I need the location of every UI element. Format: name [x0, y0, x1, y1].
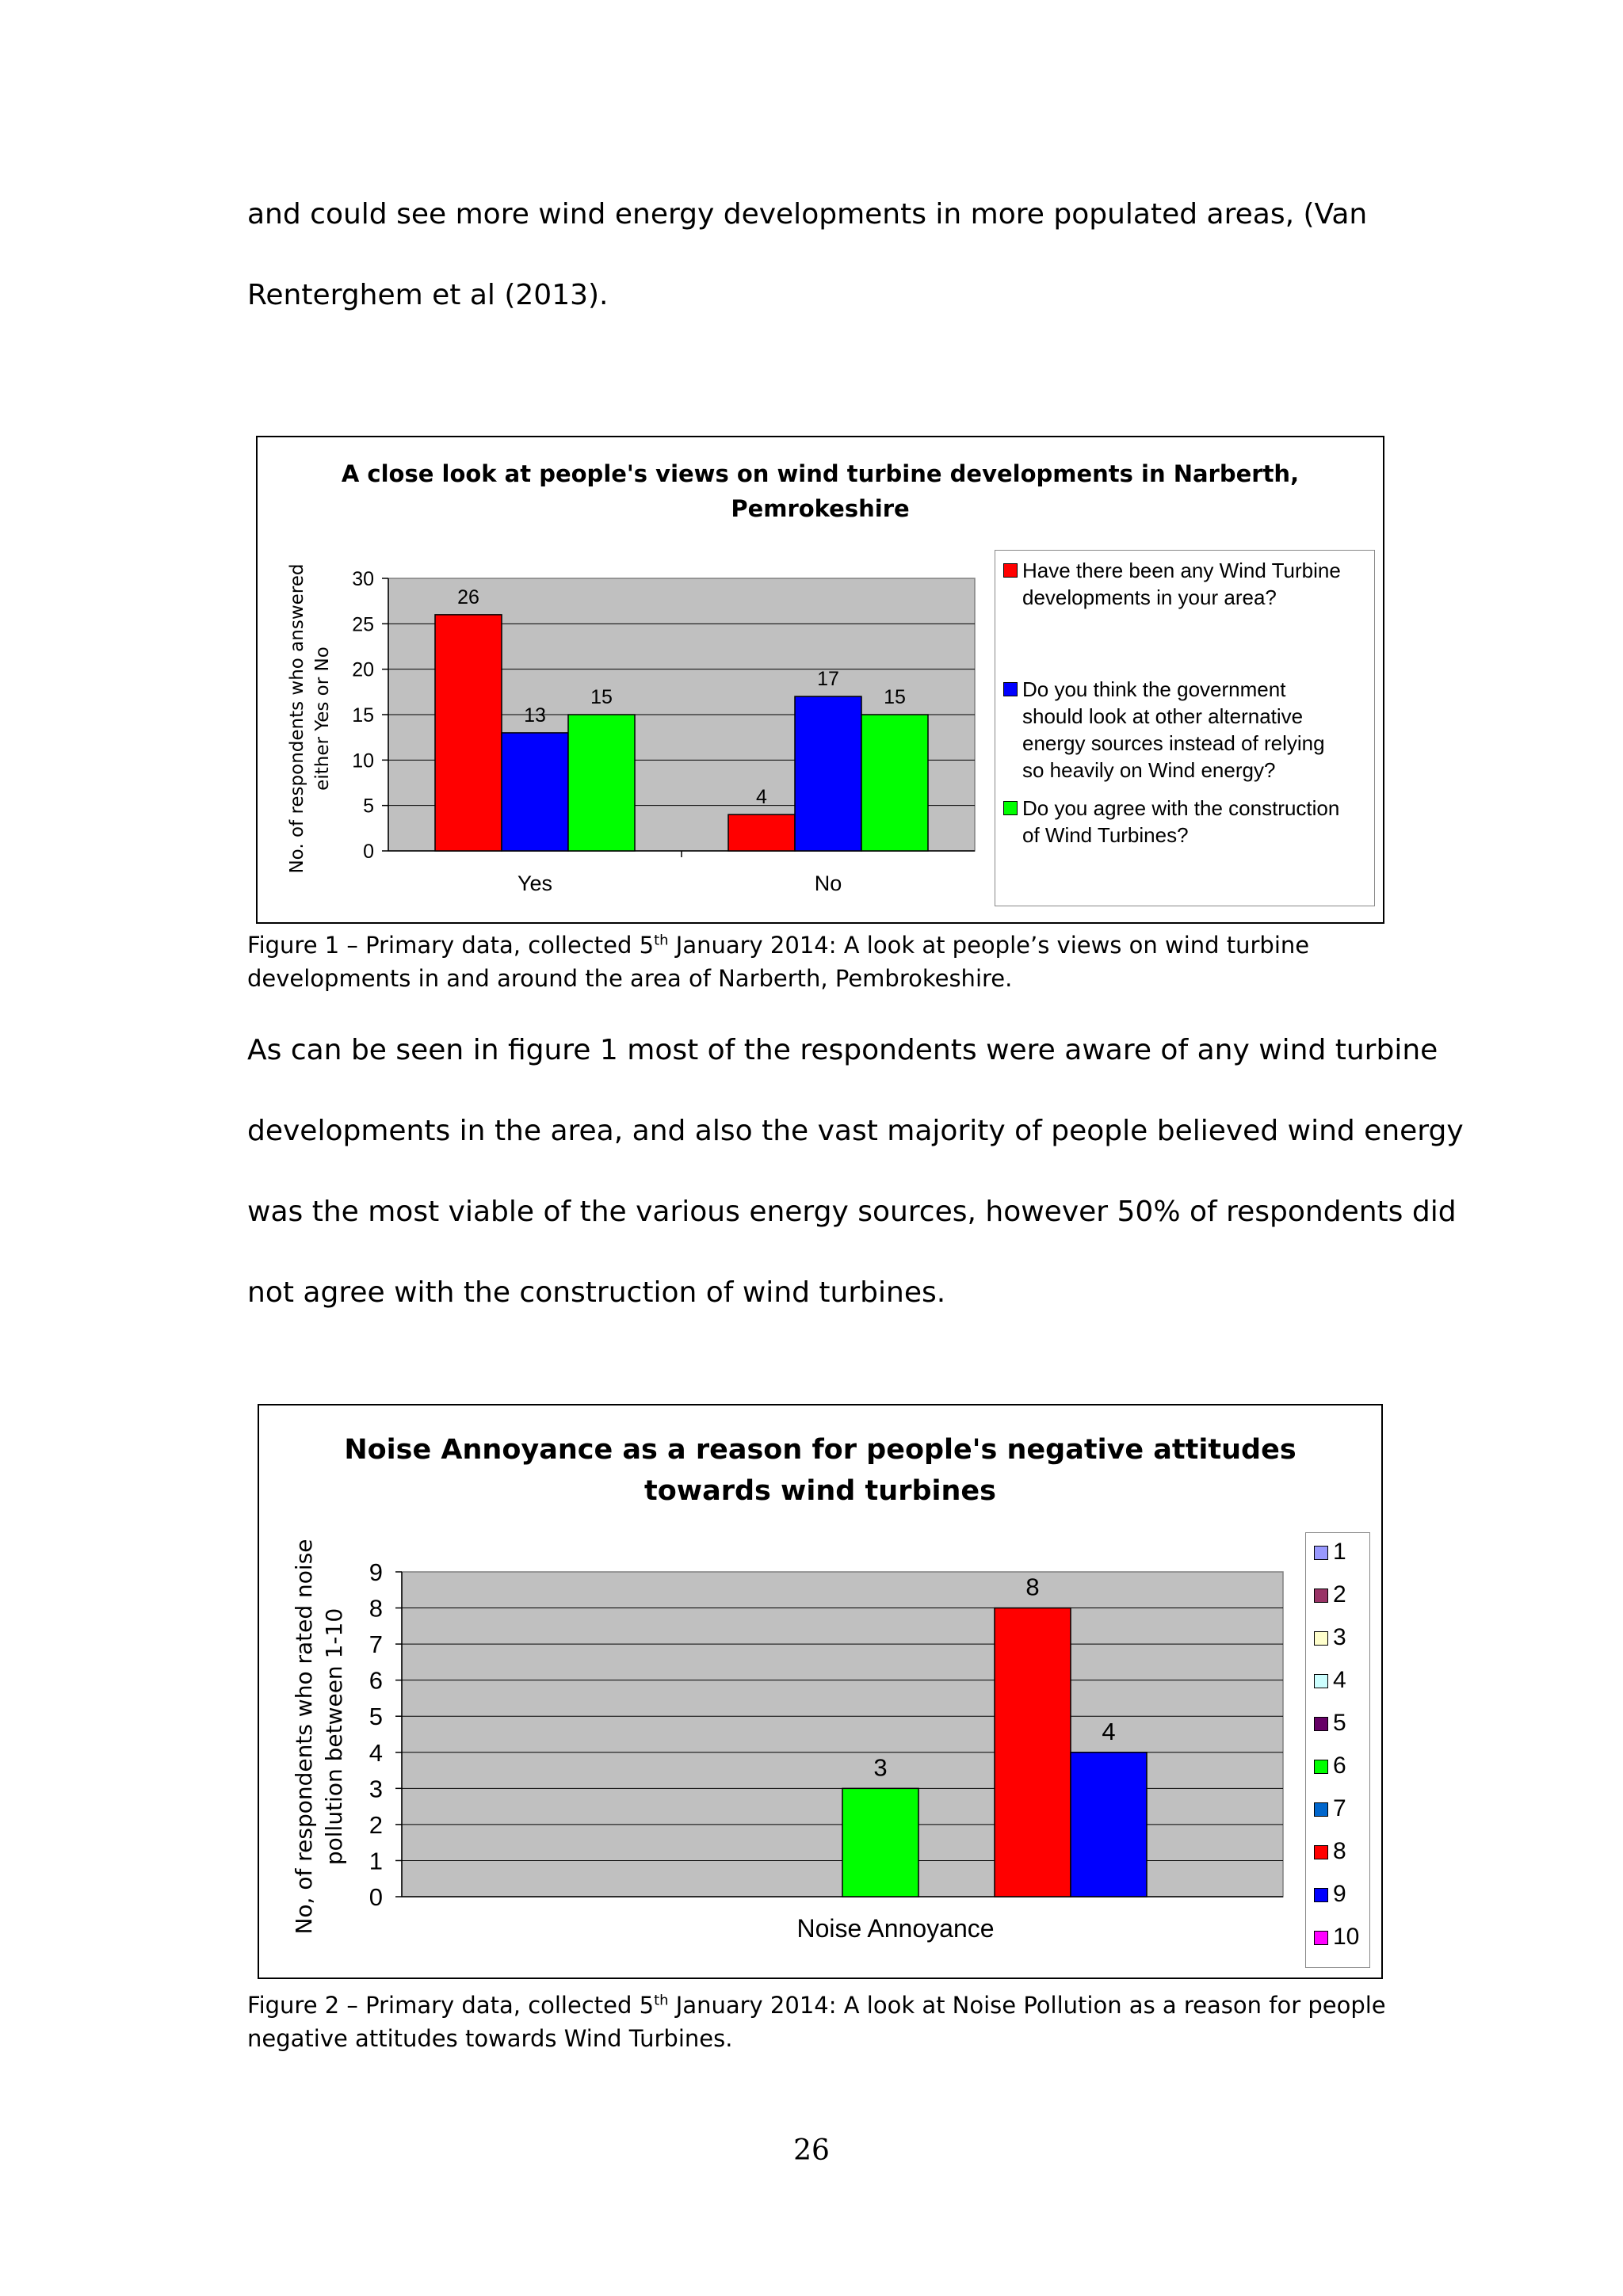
- figure-1-data-label: 15: [884, 686, 906, 708]
- figure-1-x-tick-label: No: [814, 871, 842, 895]
- paragraph-2-line-2: developments in the area, and also the vast majority of people believed wind energy: [247, 1115, 1464, 1147]
- figure-2-y-tick-label: 8: [369, 1594, 383, 1623]
- figure-1-bar: [795, 696, 861, 851]
- figure-2-bar: [995, 1608, 1071, 1897]
- figure-2-x-axis-label: Noise Annoyance: [796, 1914, 995, 1943]
- figure-2-legend-swatch: [1314, 1546, 1328, 1560]
- figure-1-title-line-2: Pemrokeshire: [731, 495, 910, 522]
- figure-1-bar: [568, 715, 635, 851]
- figure-2-caption-rest: January 2014: A look at Noise Pollution as a reason for people: [668, 1992, 1386, 2019]
- figure-2-legend-label: 6: [1333, 1753, 1346, 1779]
- paragraph-2-line-4: not agree with the construction of wind turbines.: [247, 1276, 946, 1309]
- figure-2-y-axis-label-line-1: No, of respondents who rated noise: [291, 1539, 317, 1935]
- figure-1-caption-line-2: developments in and around the area of Narberth, Pembrokeshire.: [247, 965, 1013, 992]
- figure-2-caption-sup: th: [654, 1992, 669, 2009]
- figure-2-data-label: 8: [1025, 1573, 1040, 1601]
- paragraph-1-line-1: and could see more wind energy developments in more populated areas, (Van: [247, 198, 1368, 231]
- figure-1-y-axis-label-line-2: either Yes or No: [312, 646, 333, 791]
- figure-1-chart: [256, 436, 1384, 924]
- figure-2-legend-swatch: [1314, 1931, 1328, 1945]
- figure-2-y-axis-label-line-2: pollution between 1-10: [321, 1608, 347, 1866]
- figure-1-legend-line: Have there been any Wind Turbine: [1022, 559, 1341, 582]
- figure-2-legend-label: 4: [1333, 1667, 1346, 1693]
- figure-1-caption-sup: th: [654, 932, 669, 949]
- figure-1-bar: [728, 814, 795, 851]
- figure-2-y-tick-label: 4: [369, 1738, 383, 1767]
- figure-2-caption-line-2: negative attitudes towards Wind Turbines.: [247, 2025, 733, 2052]
- figure-2-legend-swatch: [1314, 1589, 1328, 1603]
- figure-2-y-tick-label: 5: [369, 1703, 383, 1731]
- figure-1-legend-line: of Wind Turbines?: [1022, 823, 1189, 847]
- figure-2-y-tick-label: 6: [369, 1666, 383, 1695]
- figure-1-x-tick-label: Yes: [517, 871, 553, 895]
- figure-2-y-tick-label: 2: [369, 1810, 383, 1839]
- figure-1-caption-line-1: [247, 929, 1404, 962]
- figure-1-bar: [502, 733, 568, 851]
- figure-2-legend-swatch: [1314, 1888, 1328, 1902]
- figure-1-data-label: 17: [817, 668, 839, 691]
- figure-2-legend-label: 7: [1333, 1795, 1346, 1821]
- figure-1-legend-swatch-3: [1003, 801, 1018, 815]
- paragraph-2-line-3: was the most viable of the various energy sources, however 50% of respondents did: [247, 1196, 1457, 1228]
- figure-1-bar: [435, 615, 502, 851]
- figure-1-legend-line: Do you think the government: [1022, 677, 1286, 701]
- figure-1-title-line-1: A close look at people's views on wind turbine developments in Narberth,: [341, 460, 1300, 487]
- figure-2-y-tick-label: 7: [369, 1630, 383, 1659]
- figure-1-y-tick-label: 15: [352, 704, 374, 727]
- figure-2-legend-label: 9: [1333, 1881, 1346, 1907]
- figure-1-y-tick-label: 0: [363, 841, 374, 863]
- page-number: 26: [793, 2134, 830, 2167]
- figure-2-title-line-2: towards wind turbines: [644, 1475, 996, 1507]
- figure-2-caption-line-1: [247, 1989, 1404, 2022]
- paragraph-1-line-2: Renterghem et al (2013).: [247, 279, 609, 311]
- paragraph-2-line-1: As can be seen in figure 1 most of the respondents were aware of any wind turbine: [247, 1034, 1438, 1066]
- figure-2-y-tick-label: 1: [369, 1847, 383, 1875]
- figure-2-legend-swatch: [1314, 1674, 1328, 1688]
- figure-2-legend-label: 1: [1333, 1539, 1346, 1565]
- figure-1-caption-rest: January 2014: A look at people’s views on wind turbine: [668, 932, 1310, 959]
- figure-1-caption: [247, 929, 1404, 995]
- figure-2-y-tick-label: 3: [369, 1775, 383, 1803]
- figure-2-legend-swatch: [1314, 1802, 1328, 1817]
- figure-1-y-tick-label: 30: [352, 568, 374, 590]
- figure-1-y-axis-label-line-1: No. of respondents who answered: [287, 563, 307, 874]
- figure-2-legend-label: 5: [1333, 1710, 1346, 1736]
- figure-2-plot: [259, 1405, 1381, 1978]
- figure-1-y-tick-label: 10: [352, 749, 374, 772]
- figure-2-legend-swatch: [1314, 1631, 1328, 1646]
- figure-1-y-tick-label: 20: [352, 658, 374, 681]
- figure-2-y-tick-label: 0: [369, 1883, 383, 1911]
- figure-2-legend: [1305, 1532, 1370, 1968]
- figure-1-data-label: 26: [457, 585, 479, 608]
- figure-1-legend-line: developments in your area?: [1022, 585, 1277, 609]
- figure-1-legend: [995, 550, 1375, 906]
- figure-1-legend-swatch-2: [1003, 682, 1018, 696]
- figure-1-legend-line: so heavily on Wind energy?: [1022, 758, 1276, 782]
- figure-2-legend-swatch: [1314, 1845, 1328, 1859]
- figure-2-caption: [247, 1989, 1404, 2055]
- figure-2-legend-swatch: [1314, 1760, 1328, 1774]
- figure-1-legend-swatch-1: [1003, 563, 1018, 578]
- figure-1-bar: [861, 715, 928, 851]
- figure-2-caption-prefix: Figure 2 – Primary data, collected 5: [247, 1992, 655, 2019]
- figure-2-data-label: 3: [873, 1753, 888, 1782]
- figure-2-title-line-1: Noise Annoyance as a reason for people's negative attitudes: [344, 1434, 1296, 1466]
- figure-1-y-tick-label: 5: [363, 795, 374, 818]
- figure-2-legend-label: 8: [1333, 1838, 1346, 1864]
- figure-2-y-tick-label: 9: [369, 1558, 383, 1586]
- figure-1-caption-prefix: Figure 1 – Primary data, collected 5: [247, 932, 655, 959]
- figure-2-legend-label: 3: [1333, 1624, 1346, 1650]
- figure-2-bar: [842, 1788, 918, 1897]
- figure-1-data-label: 15: [590, 686, 613, 708]
- figure-1-data-label: 13: [524, 704, 546, 727]
- figure-1-legend-line: Do you agree with the construction: [1022, 796, 1340, 820]
- figure-1-legend-line: should look at other alternative: [1022, 704, 1304, 728]
- figure-2-legend-label: 10: [1333, 1924, 1360, 1950]
- figure-2-legend-swatch: [1314, 1717, 1328, 1731]
- figure-1-y-tick-label: 25: [352, 613, 374, 636]
- figure-1-data-label: 4: [756, 786, 767, 809]
- figure-2-data-label: 4: [1102, 1717, 1116, 1745]
- figure-2-bar: [1071, 1753, 1147, 1897]
- figure-2-legend-label: 2: [1333, 1581, 1346, 1608]
- figure-1-legend-line: energy sources instead of relying: [1022, 731, 1325, 755]
- figure-2-chart: [258, 1404, 1383, 1979]
